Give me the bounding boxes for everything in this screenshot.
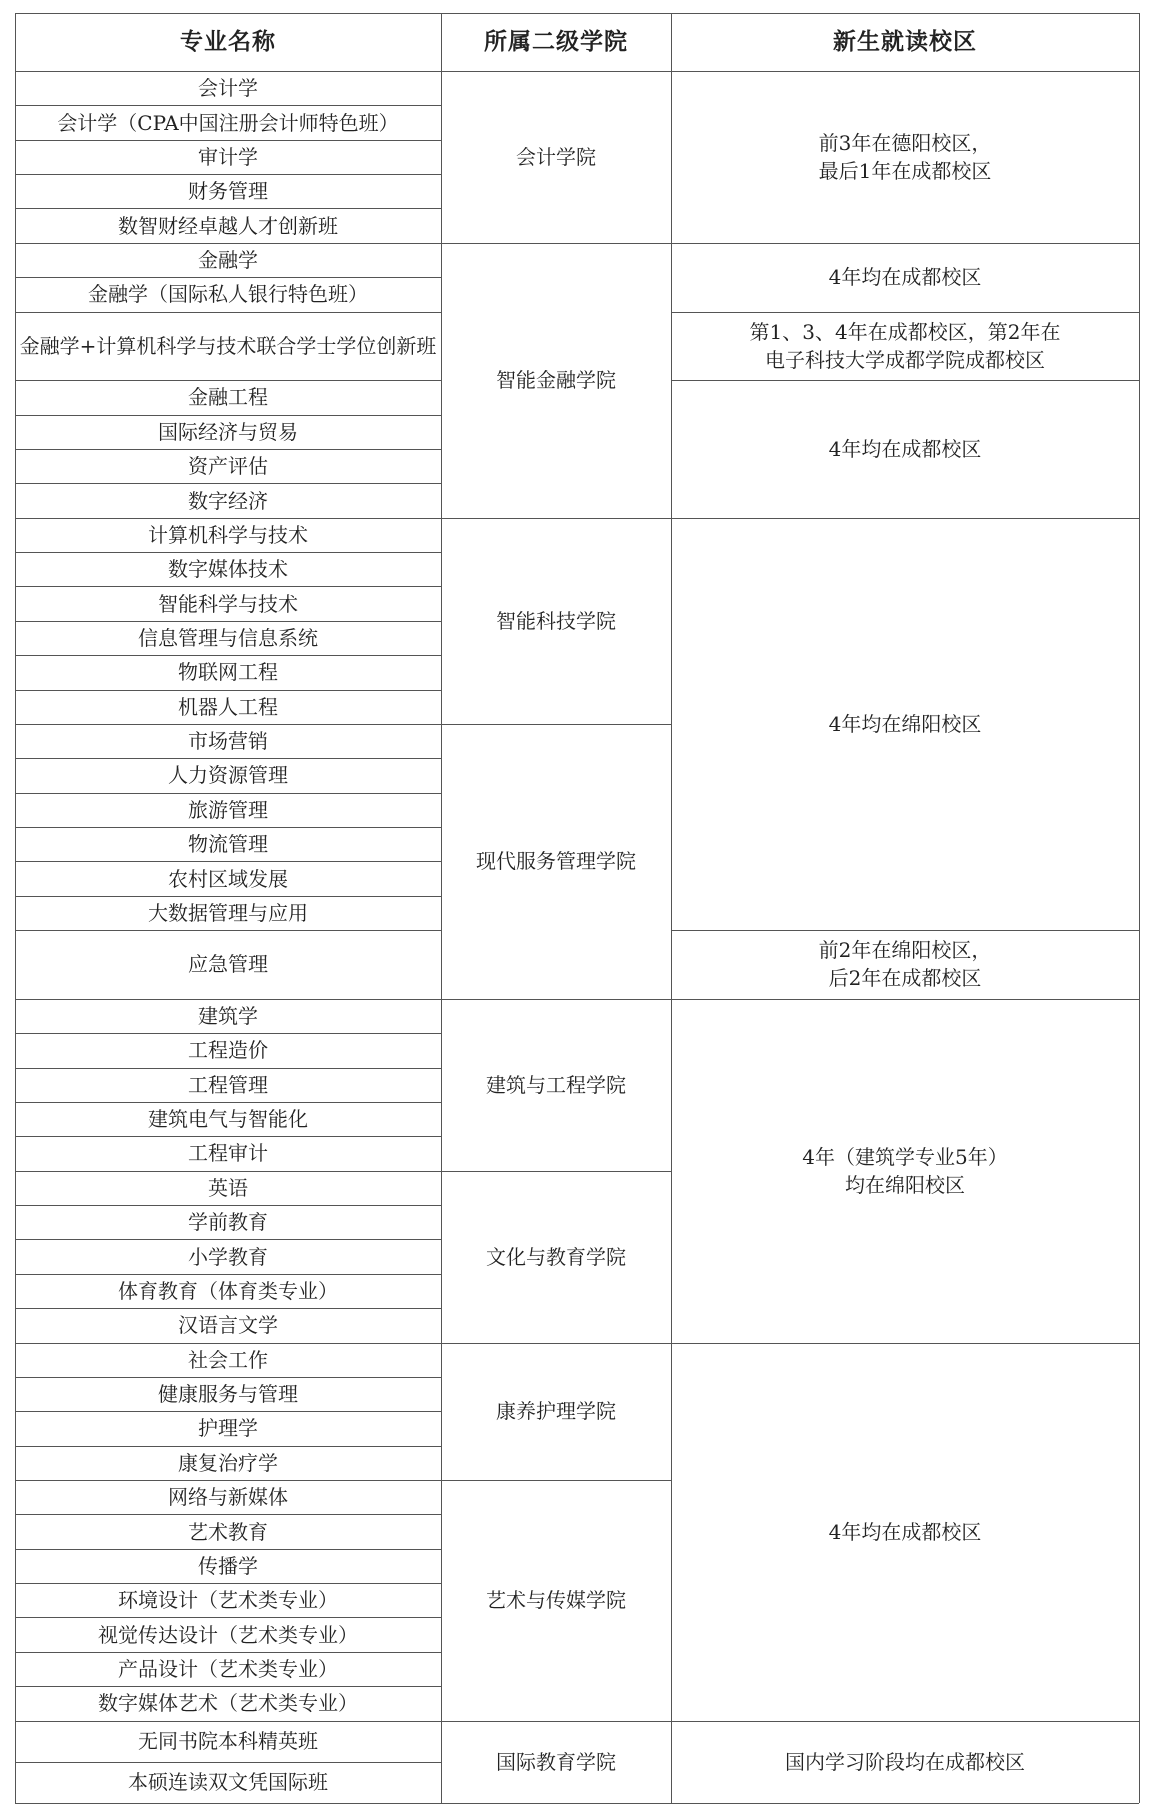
campus-cell [671,312,1139,381]
table-rule [15,1514,441,1515]
campus-text-line: 4年均在成都校区 [828,437,982,461]
table-rule [15,415,441,416]
college-cell: 国际教育学院 [496,1749,616,1774]
table-rule [15,758,441,759]
table-rule [671,1343,1139,1344]
campus-text-line: 4年均在成都校区 [828,1519,982,1544]
campus-text-line: 均在绵阳校区 [844,1172,965,1197]
campus-text [829,710,982,738]
major-name-cell: 农村区域发展 [168,866,288,891]
major-name-cell: 金融学（国际私人银行特色班） [88,282,368,307]
table-rule [15,449,441,450]
table-rule [671,930,1139,931]
major-name-cell: 会计学 [198,76,258,101]
table-rule [15,1205,441,1206]
campus-text [750,318,1061,374]
major-name-cell: 工程管理 [188,1072,268,1097]
table-rule [15,1652,441,1653]
table-rule [15,586,441,587]
major-name-cell: 金融工程 [188,385,268,410]
table-rule [671,312,1139,313]
table-rule [15,861,441,862]
majors-campus-table [15,13,1139,1803]
campus-cell [671,999,1139,1343]
table-rule [441,1721,671,1722]
campus-cell [671,243,1139,312]
table-rule [15,1239,441,1240]
table-rule [15,312,441,313]
table-rule [15,1068,441,1069]
major-name-cell: 机器人工程 [178,694,278,719]
table-rule [15,13,1139,14]
table-rule [15,552,441,553]
major-name-cell: 计算机科学与技术 [148,522,308,547]
major-name-cell: 建筑学 [198,1004,258,1029]
table-rule [15,1762,441,1763]
college-cell: 会计学院 [516,144,596,169]
major-name-cell: 健康服务与管理 [158,1382,298,1407]
table-rule [15,1480,441,1481]
table-rule [15,483,441,484]
header-major-name: 专业名称 [180,27,276,55]
table-rule [15,71,1139,72]
major-name-cell: 护理学 [198,1416,258,1441]
table-rule [15,1583,441,1584]
table-rule [15,1446,441,1447]
table-rule [15,277,441,278]
campus-cell [671,1343,1139,1721]
major-name-cell: 金融学+计算机科学与技术联合学士学位创新班 [19,333,437,358]
major-name-cell: 市场营销 [188,729,268,754]
major-name-cell: 康复治疗学 [178,1450,278,1475]
table-rule [15,655,441,656]
table-rule [441,1343,671,1344]
campus-text [802,1143,1007,1199]
table-rule [15,621,441,622]
college-cell: 现代服务管理学院 [476,849,636,874]
table-column-rule [671,13,672,1803]
campus-text [785,1748,1025,1776]
table-rule [15,1274,441,1275]
campus-cell [671,380,1139,517]
major-name-cell: 小学教育 [188,1244,268,1269]
major-name-cell: 资产评估 [188,454,268,479]
major-name-cell: 应急管理 [188,952,268,977]
major-name-cell: 汉语言文学 [178,1313,278,1338]
table-rule [15,1721,441,1722]
table-rule [671,380,1139,381]
major-name-cell: 艺术教育 [188,1519,268,1544]
campus-text [819,936,992,992]
campus-cell [671,1721,1139,1803]
major-name-cell: 国际经济与贸易 [158,419,298,444]
major-name-cell: 旅游管理 [188,797,268,822]
campus-text [829,263,982,291]
campus-cell [671,930,1139,999]
campus-text-line: 4年均在绵阳校区 [828,711,982,736]
table-rule [15,1617,441,1618]
college-cell: 艺术与传媒学院 [486,1588,626,1613]
major-name-cell: 社会工作 [188,1347,268,1372]
major-name-cell: 人力资源管理 [168,763,288,788]
major-name-cell: 物流管理 [188,832,268,857]
major-name-cell: 环境设计（艺术类专业） [118,1588,338,1613]
table-rule [15,999,441,1000]
campus-cell [671,71,1139,243]
major-name-cell: 数智财经卓越人才创新班 [118,213,338,238]
major-name-cell: 英语 [208,1175,248,1200]
major-name-cell: 数字经济 [188,488,268,513]
college-cell: 智能金融学院 [496,368,616,393]
major-name-cell: 产品设计（艺术类专业） [118,1656,338,1681]
campus-cell [671,518,1139,930]
major-name-cell: 信息管理与信息系统 [138,626,318,650]
major-name-cell: 工程审计 [188,1141,268,1166]
table-rule [15,1171,441,1172]
college-cell: 康养护理学院 [496,1399,616,1424]
major-name-cell: 物联网工程 [178,660,278,685]
major-name-cell: 数字媒体技术 [168,557,288,582]
campus-text-line: 最后1年在成都校区 [818,158,992,183]
campus-text-line: 前3年在德阳校区， [818,130,992,155]
major-name-cell: 智能科学与技术 [158,591,298,616]
header-campus: 新生就读校区 [833,27,977,55]
table-rule [441,724,671,725]
campus-text-line: 前2年在绵阳校区， [818,938,992,963]
table-rule [15,896,441,897]
table-rule [15,1033,441,1034]
table-column-rule [441,13,442,1803]
table-rule [15,174,441,175]
college-cell: 建筑与工程学院 [486,1072,626,1097]
table-rule [15,1377,441,1378]
table-rule [15,243,441,244]
major-name-cell: 会计学（CPA中国注册会计师特色班） [57,110,399,135]
table-rule [15,380,441,381]
table-rule [441,1480,671,1481]
table-rule [15,518,441,519]
table-rule [441,999,671,1000]
table-rule [15,930,441,931]
major-name-cell: 学前教育 [188,1210,268,1235]
table-rule [15,1549,441,1550]
college-cell: 文化与教育学院 [486,1244,626,1269]
campus-text-line: 第1、3、4年在成都校区，第2年在 [749,319,1061,344]
table-rule [15,1136,441,1137]
major-name-cell: 体育教育（体育类专业） [118,1278,338,1303]
table-rule [15,1308,441,1309]
table-rule [15,140,441,141]
campus-text-line: 4年（建筑学专业5年） [802,1144,1008,1169]
table-rule [671,518,1139,519]
major-name-cell: 财务管理 [188,179,268,204]
table-rule [15,1102,441,1103]
table-rule [15,105,441,106]
header-college: 所属二级学院 [484,27,628,55]
table-rule [441,243,671,244]
table-rule [671,1721,1139,1722]
major-name-cell: 数字媒体艺术（艺术类专业） [98,1691,358,1716]
table-rule [441,518,671,519]
college-cell: 智能科技学院 [496,608,616,633]
major-name-cell: 本硕连读双文凭国际班 [128,1770,328,1795]
table-column-rule [1139,13,1140,1803]
table-rule [671,999,1139,1000]
table-rule [441,1171,671,1172]
campus-text-line: 电子科技大学成都学院成都校区 [765,347,1045,372]
campus-text-line: 国内学习阶段均在成都校区 [785,1749,1025,1774]
table-rule [15,724,441,725]
major-name-cell: 视觉传达设计（艺术类专业） [98,1622,358,1647]
major-name-cell: 大数据管理与应用 [148,900,308,925]
campus-text [829,435,982,463]
table-rule [15,1343,441,1344]
major-name-cell: 金融学 [198,247,258,272]
major-name-cell: 工程造价 [188,1038,268,1063]
major-name-cell: 传播学 [198,1553,258,1578]
major-name-cell: 无同书院本科精英班 [138,1729,318,1754]
table-rule [15,208,441,209]
table-rule [15,793,441,794]
campus-text-line: 4年均在成都校区 [828,265,982,290]
campus-text [819,129,992,185]
table-rule [15,1686,441,1687]
table-rule [15,1411,441,1412]
table-rule [15,1803,1139,1804]
campus-text-line: 后2年在成都校区 [828,966,982,991]
table-rule [15,690,441,691]
table-rule [671,243,1139,244]
table-column-rule [15,13,16,1803]
major-name-cell: 审计学 [198,144,258,169]
major-name-cell: 网络与新媒体 [168,1485,288,1510]
table-rule [15,827,441,828]
campus-text [829,1518,982,1546]
major-name-cell: 建筑电气与智能化 [148,1107,308,1132]
